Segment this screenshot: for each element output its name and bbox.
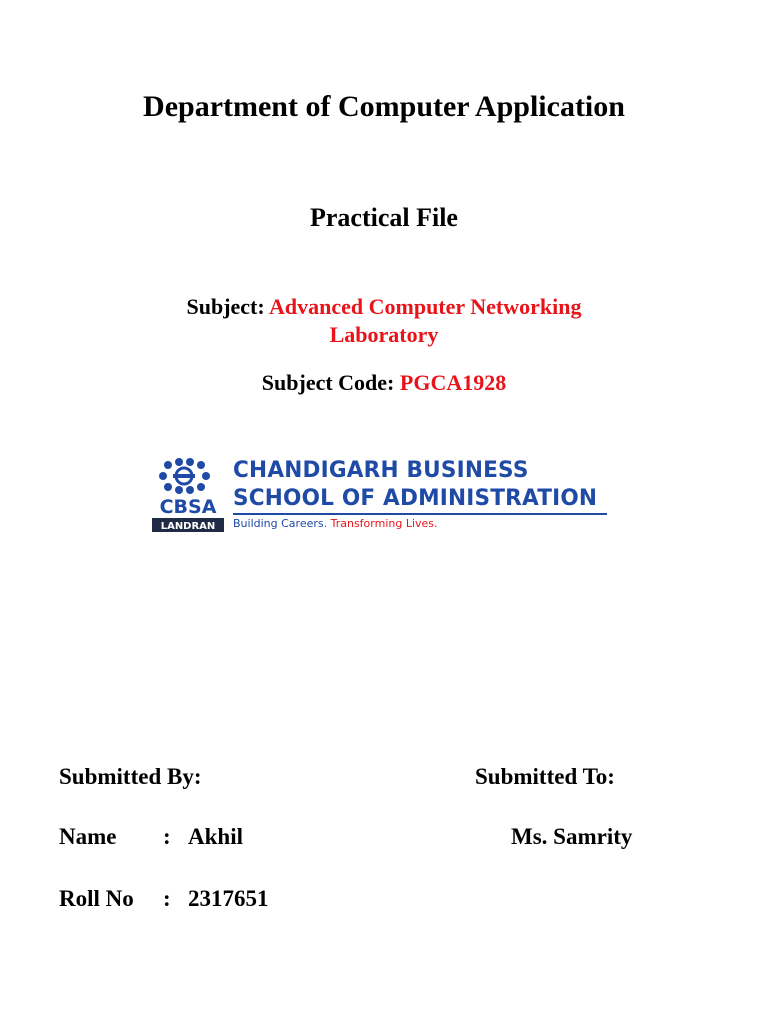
emblem-location: LANDRAN (160, 521, 216, 532)
tagline-part-2: Transforming Lives. (330, 517, 438, 530)
name-label: Name (59, 824, 117, 849)
roll-no-separator: : (163, 886, 171, 911)
submitted-to-label: Submitted To: (475, 764, 615, 789)
roll-no-value: 2317651 (188, 886, 269, 911)
subject-code-value: PGCA1928 (399, 370, 507, 395)
logo-tagline (233, 517, 438, 530)
tagline-part-1: Building Careers. (233, 517, 331, 530)
name-separator: : (163, 824, 171, 849)
logo-divider (233, 513, 607, 515)
student-name: Akhil (188, 824, 243, 849)
logo-name-line-1: CHANDIGARH BUSINESS (233, 457, 529, 483)
subject-name-line-1: Advanced Computer Networking (269, 294, 582, 319)
subject-code-block (0, 370, 768, 396)
department-title: Department of Computer Application (143, 90, 625, 123)
subject-code-label: Subject Code: (261, 370, 400, 395)
cbsa-emblem-icon (151, 456, 225, 534)
institution-logo (151, 456, 609, 534)
document-type-title: Practical File (310, 203, 458, 232)
subject-label: Subject: (186, 294, 269, 319)
submitted-by-label: Submitted By: (59, 764, 202, 789)
emblem-text: CBSA (159, 496, 217, 518)
subject-block (0, 293, 768, 349)
roll-no-label: Roll No (59, 886, 134, 911)
subject-name-line-2: Laboratory (329, 322, 439, 347)
teacher-name: Ms. Samrity (511, 824, 633, 849)
logo-name-line-2: SCHOOL OF ADMINISTRATION (233, 485, 598, 511)
